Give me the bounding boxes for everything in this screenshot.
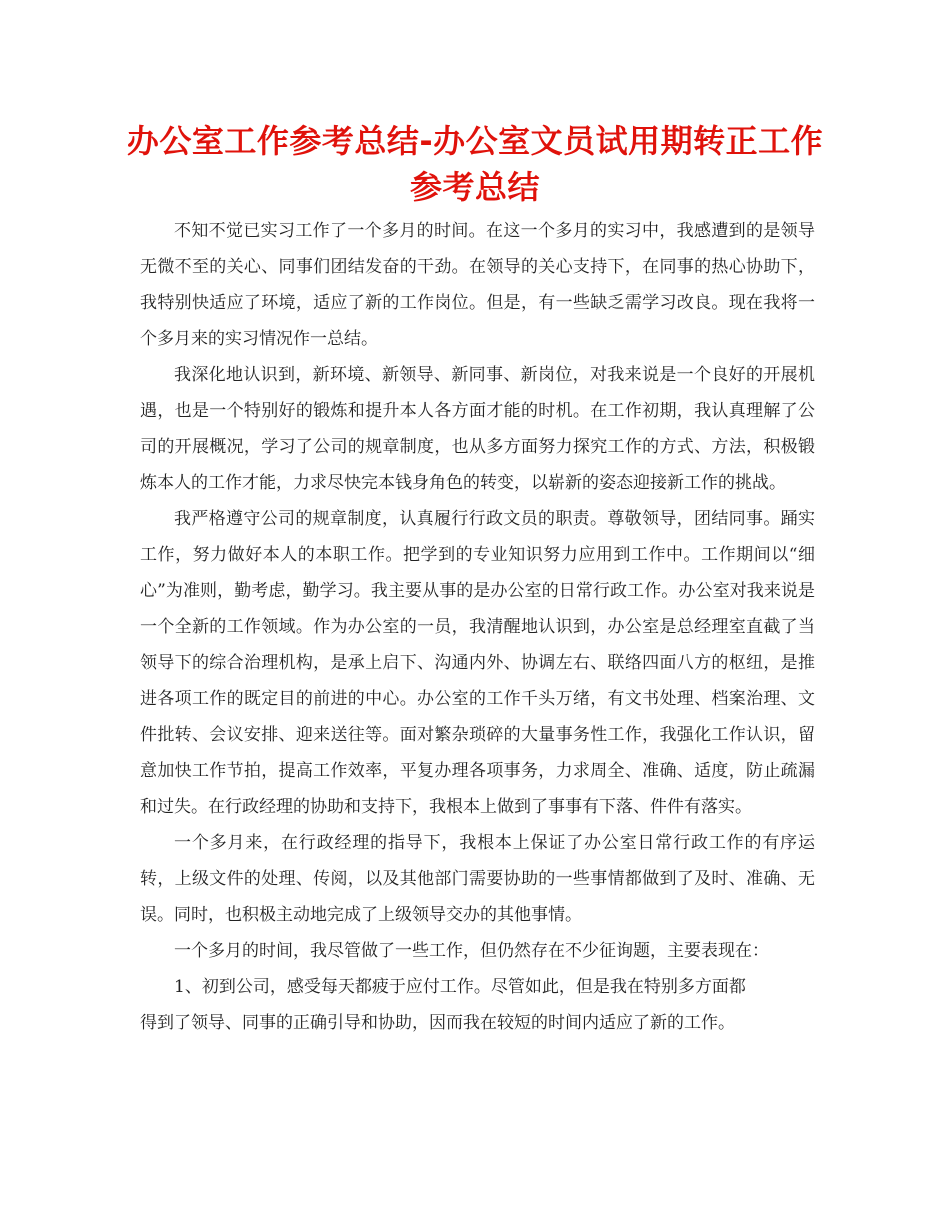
paragraph-achievements: 一个多月来，在行政经理的指导下，我根本上保证了办公室日常行政工作的有序运转，上级文件的处理、传阅，以及其他部门需要协助的一些事情都做到了及时、准确、无误。同时，也积极主动地完成了上级领导交办的其他事情。 [140,833,815,925]
paragraph-intro: 不知不觉已实习工作了一个多月的时间。在这一个多月的实习中，我感遭到的是领导无微不至的关心、同事们团结发奋的干劲。在领导的关心支持下，在同事的热心协助下，我特别快适应了环境，适应了新的工作岗位。但是，有一些缺乏需学习改良。现在我将一个多月来的实习情况作一总结。 [140,221,815,349]
paragraph-problem-1-continued: 得到了领导、同事的正确引导和协助，因而我在较短的时间内适应了新的工作。 [140,1013,735,1033]
paragraph-problems-intro: 一个多月的时间，我尽管做了一些工作，但仍然存在不少征询题，主要表现在： [174,941,769,961]
document-body [140,213,815,1041]
document-title: 办公室工作参考总结-办公室文员试用期转正工作参考总结 [126,122,824,206]
paragraph-duties: 我严格遵守公司的规章制度，认真履行行政文员的职责。尊敬领导，团结同事。踊实工作，努力做好本人的本职工作。把学到的专业知识努力应用到工作中。工作期间以“细心”为准则，勤考虑，勤学习。我主要从事的是办公室的日常行政工作。办公室对我来说是一个全新的工作领域。作为办公室的一员，我清醒地认识到，办公室是总经理室直截了当领导下的综合治理机构，是承上启下、沟通内外、协调左右、联络四面八方的枢纽，是推进各项工作的既定目的前进的中心。办公室的工作千头万绪，有文书处理、档案治理、文件批转、会议安排、迎来送往等。面对繁杂琐碎的大量事务性工作，我强化工作认识，留意加快工作节拍，提高工作效率，平复办理各项事务，力求周全、准确、适度，防止疏漏和过失。在行政经理的协助和支持下，我根本上做到了事事有下落、件件有落实。 [140,509,815,817]
paragraph-new-environment: 我深化地认识到，新环境、新领导、新同事、新岗位，对我来说是一个良好的开展机遇，也是一个特别好的锻炼和提升本人各方面才能的时机。在工作初期，我认真理解了公司的开展概况，学习了公司的规章制度，也从多方面努力探究工作的方式、方法，积极锻炼本人的工作才能，力求尽快完本钱身角色的转变，以崭新的姿态迎接新工作的挑战。 [140,365,815,493]
paragraph-problem-1: 1、初到公司，感受每天都疲于应付工作。尽管如此，但是我在特别多方面都 [174,977,746,997]
